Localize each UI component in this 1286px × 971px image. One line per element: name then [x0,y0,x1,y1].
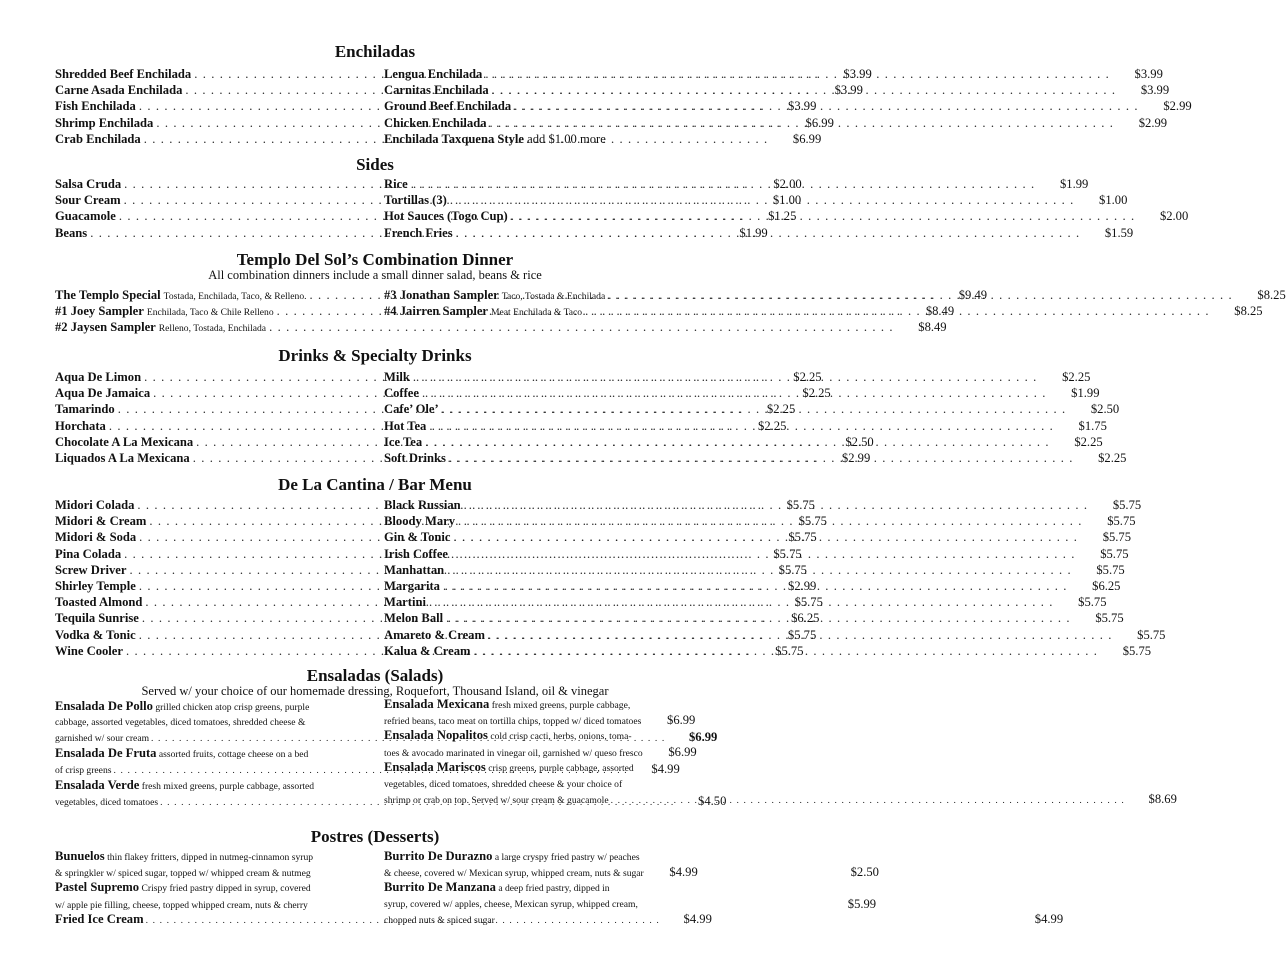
item-name: Toasted Almond [55,595,143,610]
item-name: Cafe’ Ole’ [384,402,439,417]
salad-pollo-line2 [55,715,369,731]
leader-dots [450,192,1075,208]
item-price: $5.75 [1078,595,1107,610]
item-name: Ground Beef Enchilada [384,99,512,114]
item-price: $5.75 [1100,546,1129,561]
item-name: Gin & Tonic [384,530,451,545]
item-price: $6.25 [791,611,820,626]
item-name: Guacamole [55,209,116,224]
drinks-title: Drinks & Specialty Drinks [278,346,472,365]
menu-item [384,82,1170,98]
item-price: $4.99 [683,912,712,927]
menu-item [384,594,1107,610]
item-desc: a large cryspy fried pastry w/ peaches [494,852,640,863]
item-price: $2.25 [802,386,831,401]
item-price: $1.99 [1071,386,1100,401]
leader-dots [442,401,1067,417]
item-name: #2 Jaysen Sampler [55,320,156,335]
item-desc: cabbage, assorted vegetables, diced tomatoes, shredded cheese & [55,716,306,728]
item-desc: Enchilada, Taco & Chile Relleno [146,307,274,319]
cantina-title: De La Cantina / Bar Menu [278,475,472,494]
item-price: $2.50 [1090,402,1120,417]
item-desc: & cheese, covered w/ Mexican syrup, whipped cream, nuts & sugar [384,867,644,879]
item-name: Enchilada Taxquena Style [384,131,524,146]
salad-mexicana-line2 [384,712,696,729]
leader-dots [425,434,1050,450]
item-name: Milk [384,370,410,384]
salad-mexicana-line1 [384,697,693,713]
item-price: $4.50 [698,794,727,809]
leader-dots [474,643,1099,659]
menu-item [384,562,1125,578]
item-price: $2.50 [850,864,879,879]
item-name: Salsa Cruda [55,177,122,191]
leader-dots [485,66,1110,82]
item-price: $5.75 [786,498,815,512]
item-price: $5.75 [775,643,804,658]
salad-nopalitos-line1 [384,728,693,745]
item-desc: chopped nuts & spiced sugar [384,915,495,927]
item-price: $5.75 [1122,643,1152,658]
sides-title: Sides [356,155,394,174]
item-desc: vegetables, diced tomatoes, shredded cheese & your choice of [384,778,623,790]
item-price: $3.99 [843,67,872,81]
item-name: Tortillas (3) [384,193,447,208]
item-name: The Templo Special [55,288,161,302]
item-name: Irish Coffee [384,546,449,561]
salads-title: Ensaladas (Salads) [306,666,444,685]
item-name: Crab Enchilada [55,131,141,146]
item-price: $8.25 [1234,304,1263,319]
menu-item [384,497,1142,513]
salad-verde-line1 [55,778,369,795]
item-name: Shirley Temple [55,578,136,593]
item-name: Rice [384,177,408,191]
item-price: $5.75 [1096,562,1125,577]
item-desc: w/ apple pie filling, cheese, topped whipped cream, nuts & cherry [55,899,308,911]
item-name: Ensalada Nopalitos [384,728,488,743]
menu-item-taxquena [384,131,693,147]
item-price: $2.99 [1138,115,1168,130]
item-desc: grilled chicken atop crisp greens, purple [155,702,310,713]
item-price: $3.99 [834,83,863,98]
item-name: Ensalada De Pollo [55,699,153,713]
item-price: $2.99 [841,450,871,465]
item-price: $1.99 [1059,177,1089,191]
menu-item [384,529,1132,545]
item-price: $5.75 [788,530,817,545]
item-name: Bloody Mary [384,514,456,529]
item-name: Ensalada De Fruta [55,745,157,760]
item-desc: Tostada, Enchilada, Taco, & Relleno. [163,291,307,302]
item-name: Lengua Enchilada [384,67,483,81]
item-price: $6.99 [668,744,697,759]
item-price: $3.99 [1134,67,1163,81]
item-name: #1 Joey Sampler [55,304,144,319]
salad-nopalitos-line2 [384,744,697,761]
item-price: $2.99 [788,578,817,593]
item-desc: Crispy fried pastry dipped in syrup, covered [141,883,311,895]
item-name: Aqua De Limon [55,370,142,384]
item-price: $5.75 [798,514,827,529]
item-desc: crisp greens, purple cabbage, assorted [488,763,634,775]
item-name: Ensalada Mariscos [384,760,486,775]
item-price: $5.75 [1102,530,1132,545]
item-price: $5.75 [778,562,807,577]
leader-dots [443,578,1068,594]
item-desc: thin flakey fritters, dipped in nutmeg-cinnamon syrup [107,852,314,863]
item-price: $9.49 [958,288,988,302]
item-desc: garnished w/ sour cream [55,733,150,745]
item-name: Tamarindo [55,402,115,417]
item-price: $5.75 [1095,611,1124,626]
item-price: $2.25 [793,370,822,384]
item-price: $8.49 [918,320,947,335]
leader-dots [449,450,1074,466]
item-name: Midori Colada [55,498,135,512]
item-name: Chicken Enchilada [384,115,487,130]
item-price: $8.69 [1148,792,1177,807]
item-name: Fish Enchilada [55,99,136,114]
item-name: Manhattan [384,562,445,577]
item-name: Shrimp Enchilada [55,115,154,130]
item-name: Margarita [384,578,440,593]
menu-item [384,643,1152,659]
item-name: Hot Tea [384,418,427,433]
item-name: Carnitas Enchilada [384,83,489,98]
leader-dots [269,319,894,335]
item-price: $1.75 [1078,418,1107,433]
item-name: Screw Driver [55,562,127,577]
item-name: Burrito De Durazno [384,849,493,863]
dessert-bunuelos-line1 [55,849,369,865]
enchiladas-title: Enchiladas [334,42,416,61]
item-name: Ensalada Verde [55,777,140,792]
item-price: $2.00 [1159,209,1189,224]
item-desc: vegetables, diced tomatoes [55,797,159,809]
dessert-manzana-line2 [384,897,693,913]
item-desc: cold crisp cacti, herbs, onions, toma- [490,731,632,743]
item-name: Black Russian [384,498,461,512]
desserts-title: Postres (Desserts) [310,827,440,846]
item-price: $1.00 [1099,193,1128,208]
item-price: $6.99 [805,115,834,130]
item-name: Sour Cream [55,193,121,208]
item-price: $2.25 [766,402,796,417]
combination-title: Templo Del Sol’s Combination Dinner [236,250,514,269]
item-name: Pina Colada [55,546,122,561]
item-price: $2.25 [1074,434,1103,449]
item-name: #3 Jonathan Sampler [384,288,499,302]
leader-dots [446,610,1071,626]
item-name: French Fries [384,225,453,240]
leader-dots [429,418,1054,434]
item-price: $2.25 [1098,450,1127,465]
combination-subtitle: All combination dinners include a small dinner salad, beans & rice [208,268,542,282]
item-desc: Meat Enchilada & Taco [491,307,583,319]
item-price: $2.50 [845,434,874,449]
item-price: $4.99 [1034,912,1064,927]
item-name: Burrito De Manzana [384,880,496,895]
leader-dots [488,627,1113,643]
item-name: Chocolate A La Mexicana [55,434,194,449]
menu-item [55,319,947,335]
leader-dots [511,208,1136,224]
dessert-manzana-line3 [384,912,1064,928]
leader-dots [611,793,1125,809]
item-price: $4.99 [651,762,680,777]
dessert-manzana-line1 [384,880,693,897]
item-name: Horchata [55,418,106,433]
item-desc: Taco, Tostada & Enchilada [501,291,606,302]
dessert-pastel-line1 [55,880,369,897]
leader-dots [514,98,1139,114]
item-name: Beans [55,225,88,240]
item-desc: shrimp or crab on top. Served w/ sour cream & guacamole [384,795,609,807]
item-price: $2.25 [1062,370,1091,384]
item-desc: a deep fried pastry, dipped in [498,883,610,895]
item-name: Amareto & Cream [384,627,485,642]
leader-dots [490,115,1115,131]
item-name: Carne Asada Enchilada [55,83,183,98]
leader-dots [422,385,1047,401]
salad-mariscos-line2 [384,777,693,793]
leader-dots [454,529,1079,545]
item-price: $2.25 [758,418,787,433]
item-price: $3.99 [1140,83,1170,98]
salad-mariscos-line1 [384,760,693,777]
menu-item [384,513,1136,529]
item-name: Shredded Beef Enchilada [55,67,192,81]
item-price: $6.99 [667,712,696,727]
item-price: $5.75 [1137,627,1166,642]
menu-item [384,66,1163,82]
item-price: $2.99 [1163,99,1192,114]
item-name: Midori & Soda [55,530,137,545]
item-price: $6.99 [688,730,718,745]
salad-fruta-line1 [55,746,369,763]
item-price: $6.99 [792,131,822,146]
item-price: $6.25 [1092,578,1121,593]
item-name: Melon Ball [384,611,444,626]
leader-dots [456,225,1081,241]
item-price: $5.75 [773,546,802,561]
item-price: $1.00 [772,193,802,208]
leader-dots [429,594,1054,610]
leader-dots [608,287,1233,303]
item-name: Hot Sauces (Togo Cup) [384,209,508,224]
item-name: Soft Drinks [384,450,446,465]
leader-dots [411,176,1036,192]
item-desc: toes & avocado marinated in vinegar oil, garnished w/ queso fresco [384,747,643,759]
item-price: $5.75 [1107,514,1136,529]
item-desc: assorted fruits, cottage cheese on a bed [158,748,309,760]
item-name: #4 Jairren Sampler [384,304,489,319]
item-price: $5.75 [794,595,823,610]
item-desc: of crisp greens [55,765,112,777]
item-price: $8.25 [1257,288,1286,302]
item-price: $1.25 [768,209,797,224]
item-name: Bunuelos [55,849,105,863]
item-name: Vodka & Tonic [55,627,136,642]
leader-dots [458,513,1083,529]
item-desc: syrup, covered w/ apples, cheese, Mexican syrup, whipped cream, [384,898,638,910]
menu-item [384,546,1129,562]
item-name: Fried Ice Cream [55,912,144,927]
item-price: $8.49 [925,304,955,319]
item-price: $5.99 [847,896,877,911]
leader-dots [585,303,1210,319]
item-name: Ensalada Mexicana [384,697,490,711]
item-name: Pastel Supremo [55,880,140,895]
menu-item [384,627,1166,643]
menu-item [384,192,1128,208]
item-name: Aqua De Jamaica [55,386,151,401]
leader-dots [492,82,1117,98]
item-price: $5.75 [1112,498,1142,512]
item-desc: refried beans, taco meat on tortilla chips, topped w/ diced tomatoes [384,715,642,727]
item-price: $1.59 [1104,225,1134,240]
item-note: add $1.00 more [527,131,606,146]
leader-dots [447,562,1072,578]
item-price: $3.99 [788,99,817,114]
item-price: $1.99 [739,225,768,240]
leader-dots [413,369,1038,385]
item-name: Coffee [384,386,419,401]
leader-dots [451,546,1076,562]
item-name: Liquados A La Mexicana [55,450,190,465]
item-desc: Relleno, Tostada, Enchilada [158,323,267,335]
item-name: Martini [384,595,426,610]
leader-dots [464,497,1089,513]
dessert-durazno-line1 [384,849,693,865]
item-price: $2.00 [773,177,802,191]
item-name: Tequila Sunrise [55,611,139,626]
salad-pollo-line1 [55,699,369,715]
item-desc: fresh mixed greens, purple cabbage, [491,700,631,711]
item-name: Kalua & Cream [384,643,471,658]
dessert-durazno-line2 [384,864,698,881]
item-price: $5.75 [787,627,817,642]
item-desc: & springkler w/ spiced sugar, topped w/ whipped cream & nutmeg [55,867,311,879]
item-name: Midori & Cream [55,514,147,529]
menu-item [384,369,1091,385]
item-desc: fresh mixed greens, purple cabbage, assorted [141,780,315,792]
item-name: Wine Cooler [55,643,123,658]
item-price: $4.99 [669,864,698,879]
item-name: Ice Tea [384,434,423,449]
salads-subtitle: Served w/ your choice of our homemade dressing, Roquefort, Thousand Island, oil & vinegar [141,684,609,698]
